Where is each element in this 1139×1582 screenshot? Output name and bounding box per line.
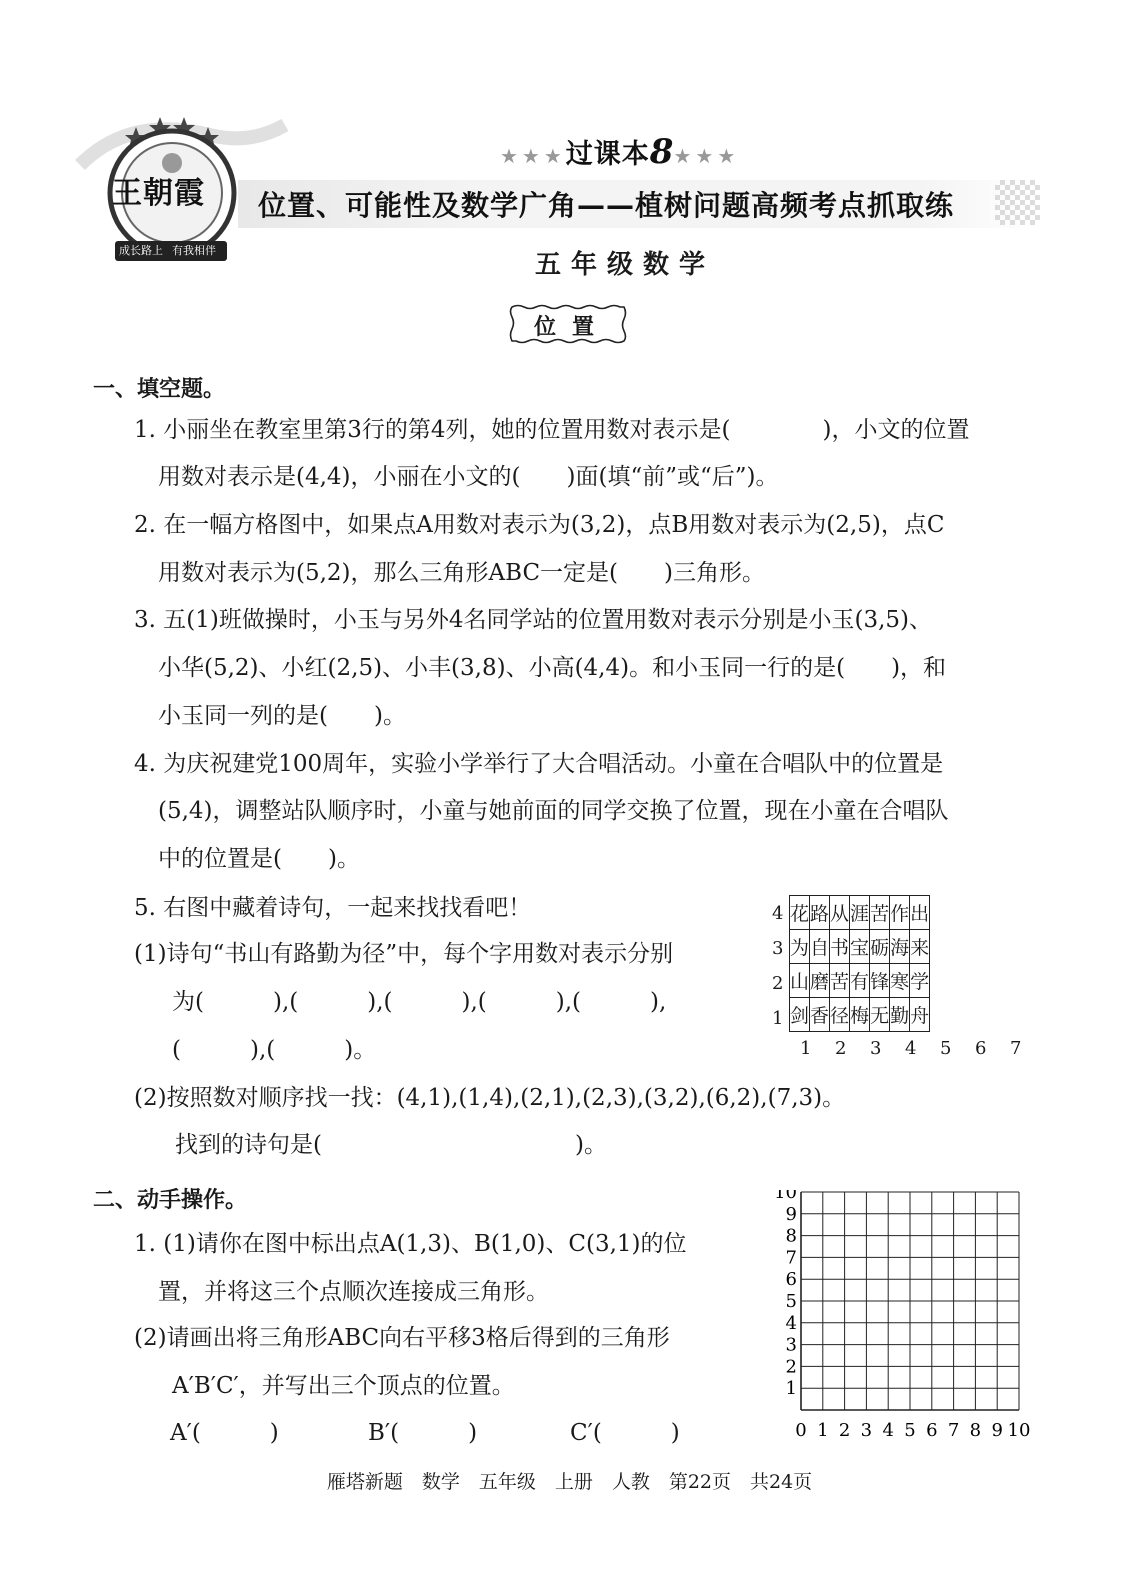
poem-cell: 涯 [850,896,870,930]
y-axis-tick-label: 2 [785,1356,797,1378]
op1-line4: A′B′C′，并写出三个顶点的位置。 [172,1373,515,1399]
answer-b-prime: B′( ) [368,1420,478,1446]
poem-cell: 宝 [850,930,870,964]
y-axis-tick-label: 7 [785,1247,797,1269]
poem-cell: 梅 [850,998,870,1032]
logo-tagline-left: 成长路上 [119,244,163,257]
poem-cell: 剑 [790,998,810,1032]
q1-line1: 1. 小丽坐在教室里第3行的第4列，她的位置用数对表示是( )，小文的位置 [134,417,970,443]
x-axis-tick-label: 1 [817,1420,829,1441]
x-axis-tick-label: 4 [882,1420,894,1441]
poem-cell: 苦 [870,896,890,930]
op1-line2: 置，并将这三个点顺次连接成三角形。 [158,1279,549,1305]
y-axis-tick-label: 1 [785,1378,797,1400]
y-axis-tick-label: 9 [785,1203,797,1225]
answer-a-prime: A′( ) [170,1420,279,1446]
y-axis-tick-label: 5 [785,1291,797,1312]
coordinate-grid [770,1190,1040,1455]
poem-cell: 来 [910,930,930,964]
x-axis-tick-label: 5 [904,1420,916,1441]
y-axis-tick-label: 3 [785,1334,797,1356]
q5-sub1-line1: (1)诗句“书山有路勤为径”中，每个字用数对表示分别 [134,941,674,967]
coordinate-grid-lines [770,1190,1040,1455]
poem-row-label: 4 [772,903,784,924]
y-axis-tick-label: 6 [785,1269,797,1291]
poem-cell: 舟 [910,998,930,1032]
poem-col-label: 4 [905,1038,917,1059]
poem-col-label: 6 [975,1038,987,1059]
q5-sub2-line1: (2)按照数对顺序找一找：(4,1),(1,4),(2,1),(2,3),(3,2),(6,2),(7,3)。 [134,1085,846,1111]
poem-cell: 学 [910,964,930,998]
poem-row-label: 2 [772,973,784,994]
page-subtitle: 五年级数学 [534,250,715,280]
part1-heading: 一、填空题。 [93,377,226,402]
q3-line2: 小华(5,2)、小红(2,5)、小丰(3,8)、小高(4,4)。和小玉同一行的是( )，和 [158,655,947,681]
poem-cell: 山 [790,964,810,998]
x-axis-tick-label: 3 [860,1420,873,1441]
q1-line2: 用数对表示是(4,4)，小丽在小文的( )面(填“前”或“后”)。 [158,464,779,490]
q2-line2: 用数对表示为(5,2)，那么三角形ABC一定是( )三角形。 [158,560,766,586]
poem-row-label: 3 [772,938,784,959]
poem-cell: 花 [790,896,810,930]
poem-cell: 作 [890,896,910,930]
q3-line1: 3. 五(1)班做操时，小玉与另外4名同学站的位置用数对表示分别是小玉(3,5)、 [134,607,932,633]
poem-cell: 磨 [810,964,830,998]
poem-cell: 勤 [890,998,910,1032]
x-axis-tick-label: 6 [926,1420,938,1441]
x-axis-tick-label: 2 [838,1420,851,1441]
x-axis-tick-label: 0 [795,1420,807,1441]
poem-cell: 寒 [890,964,910,998]
y-axis-tick-label: 8 [785,1225,797,1247]
poem-row-label: 1 [772,1008,784,1029]
x-axis-tick-label: 9 [991,1420,1003,1441]
q4-line3: 中的位置是( )。 [158,846,360,872]
op1-line1: 1. (1)请你在图中标出点A(1,3)、B(1,0)、C(3,1)的位 [134,1231,687,1257]
poem-cell: 苦 [830,964,850,998]
poem-col-label: 5 [940,1038,952,1059]
logo-tagline-right: 有我相伴 [172,244,216,257]
x-axis-tick-label: 7 [947,1420,960,1441]
q5-line1: 5. 右图中藏着诗句，一起来找找看吧！ [134,895,532,921]
op1-line3: (2)请画出将三角形ABC向右平移3格后得到的三角形 [134,1325,670,1351]
y-axis-tick-label: 10 [774,1190,797,1203]
q2-line1: 2. 在一幅方格图中，如果点A用数对表示为(3,2)，点B用数对表示为(2,5)，点C [134,512,945,538]
poem-cell: 路 [810,896,830,930]
poem-col-label: 3 [870,1038,882,1059]
q5-sub2-line2: 找到的诗句是( )。 [175,1132,607,1158]
poem-col-label: 2 [835,1038,847,1059]
q4-line1: 4. 为庆祝建党100周年，实验小学举行了大合唱活动。小童在合唱队中的位置是 [134,751,944,777]
poem-cell: 径 [830,998,850,1032]
answer-c-prime: C′( ) [570,1420,680,1446]
x-axis-tick-label: 8 [969,1420,982,1441]
series-header: ★★★过课本8★★★ [500,132,740,172]
part2-heading: 二、动手操作。 [93,1188,248,1213]
poem-cell: 海 [890,930,910,964]
poem-cell: 无 [870,998,890,1032]
poem-cell: 为 [790,930,810,964]
poem-cell: 书 [830,930,850,964]
poem-cell: 砺 [870,930,890,964]
q5-sub1-line3: ( ),( )。 [172,1037,377,1063]
poem-col-label: 1 [800,1038,812,1059]
x-axis-tick-label: 10 [1007,1420,1031,1441]
logo-brand: 王朝霞 [112,176,205,211]
page-footer: 雁塔新题 数学 五年级 上册 人教 第22页 共24页 [326,1471,813,1493]
q4-line2: (5,4)，调整站队顺序时，小童与她前面的同学交换了位置，现在小童在合唱队 [158,798,949,824]
page-title: 位置、可能性及数学广角——植树问题高频考点抓取练 [258,189,955,222]
poem-cell: 出 [910,896,930,930]
y-axis-tick-label: 4 [785,1312,797,1334]
section-title: 位置 [533,315,610,340]
q3-line3: 小玉同一列的是( )。 [158,703,406,729]
q5-sub1-line2: 为( ),( ),( ),( ),( ), [172,989,667,1015]
poem-cell: 从 [830,896,850,930]
poem-cell: 香 [810,998,830,1032]
poem-cell: 有 [850,964,870,998]
poem-col-label: 7 [1010,1038,1022,1059]
series-number: 8 [649,132,674,172]
series-name: 过课本 [565,139,650,170]
poem-cell: 锋 [870,964,890,998]
banner-pattern [995,180,1040,225]
poem-cell: 自 [810,930,830,964]
